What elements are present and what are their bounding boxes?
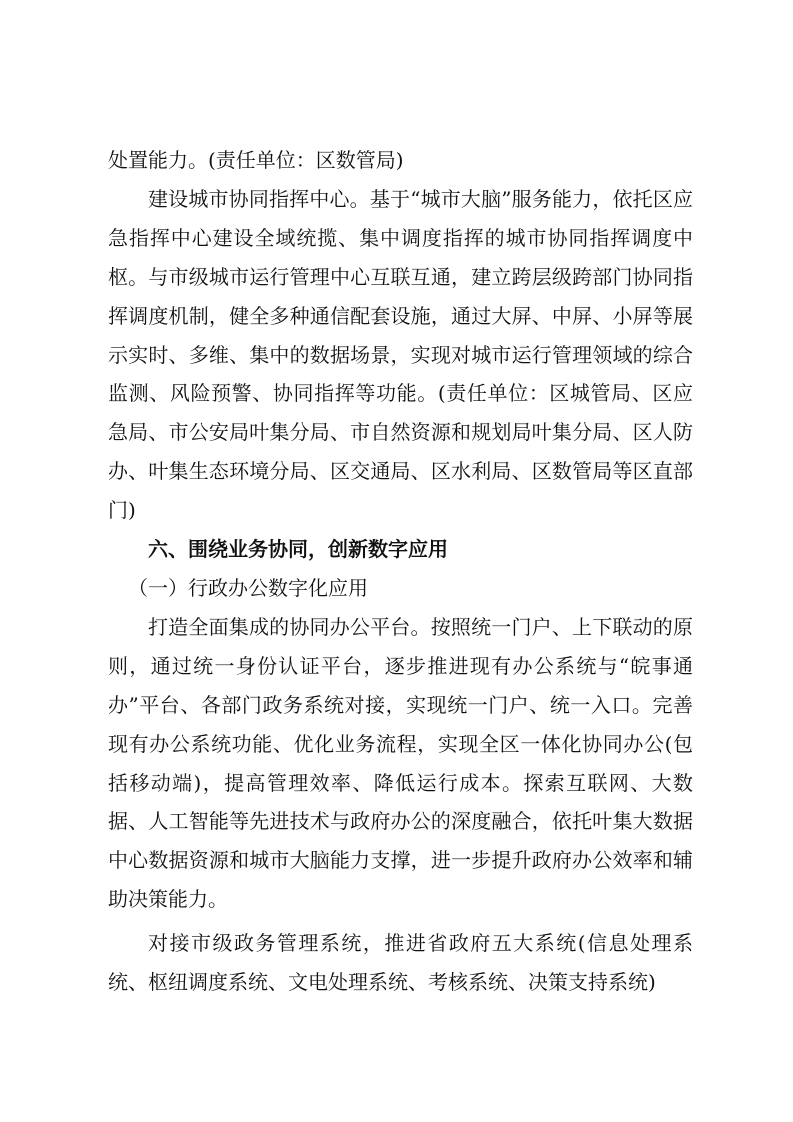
document-body <box>108 141 693 1002</box>
paragraph-city-command-center: 建设城市协同指挥中心。基于“城市大脑”服务能力，依托区应急指挥中心建设全域统揽、集中调度指挥的城市协同指挥调度中枢。与市级城市运行管理中心互联互通，建立跨层级跨部门协同指挥调度机制，健全多种通信配套设施，通过大屏、中屏、小屏等展示实时、多维、集中的数据场景，实现对城市运行管理领域的综合监测、风险预警、协同指挥等功能。(责任单位：区城管局、区应急局、市公安局叶集分局、市自然资源和规划局叶集分局、区人防办、叶集生态环境分局、区交通局、区水利局、区数管局等区直部门) <box>108 186 693 523</box>
paragraph-collaborative-office-platform: 打造全面集成的协同办公平台。按照统一门户、上下联动的原则，通过统一身份认证平台，逐步推进现有办公系统与“皖事通办”平台、各部门政务系统对接，实现统一门户、统一入口。完善现有办公系统功能、优化业务流程，实现全区一体化协同办公(包括移动端)，提高管理效率、降低运行成本。探索互联网、大数据、人工智能等先进技术与政府办公的深度融合，依托叶集大数据中心数据资源和城市大脑能力支撑，进一步提升政府办公效率和辅助决策能力。 <box>108 614 693 912</box>
subsection-heading-one: （一）行政办公数字化应用 <box>128 575 368 600</box>
paragraph-municipal-systems: 对接市级政务管理系统，推进省政府五大系统(信息处理系统、枢纽调度系统、文电处理系统、考核系统、决策支持系统) <box>108 931 693 995</box>
paragraph-responsibility-continued: 处置能力。(责任单位：区数管局) <box>108 148 404 172</box>
section-heading-six: 六、围绕业务协同，创新数字应用 <box>148 537 448 562</box>
